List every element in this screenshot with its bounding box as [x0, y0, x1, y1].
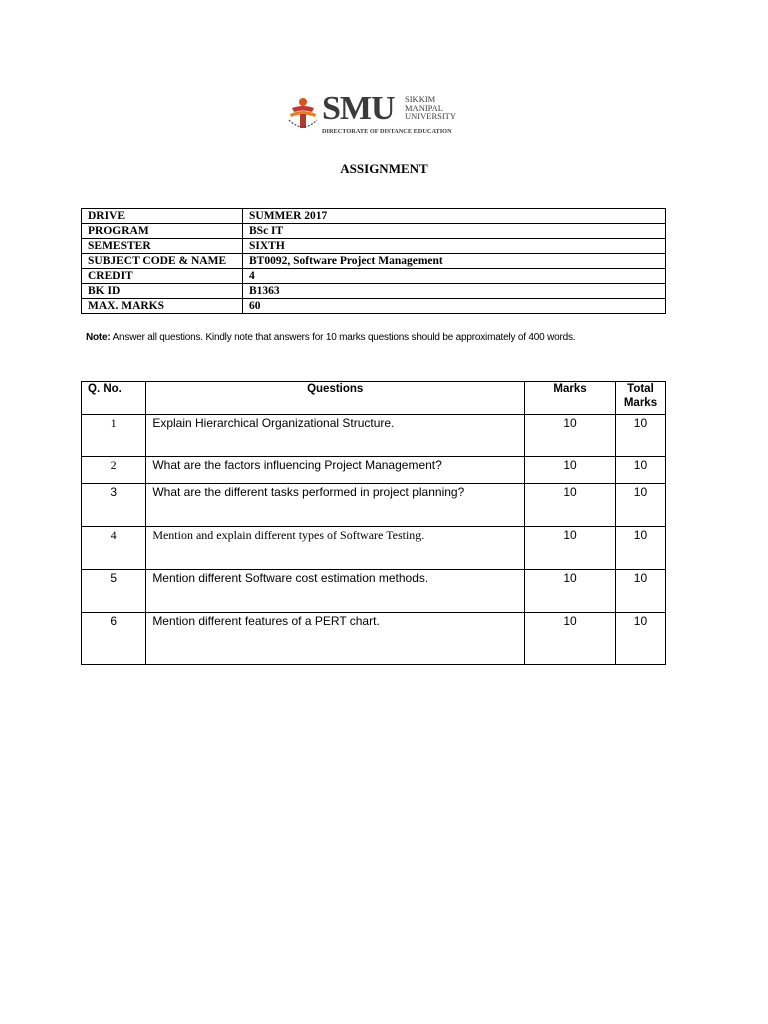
question-marks: 10 — [525, 415, 616, 457]
info-key: BK ID — [82, 284, 243, 299]
info-row — [82, 239, 666, 254]
info-row — [82, 209, 666, 224]
info-key: PROGRAM — [82, 224, 243, 239]
header-total-marks: Total Marks — [615, 382, 665, 415]
university-logo — [286, 92, 466, 140]
logo-main-text: SMU — [322, 90, 395, 127]
info-value: 4 — [243, 269, 666, 284]
question-text: Mention different Software cost estimation methods. — [146, 570, 525, 613]
info-key: MAX. MARKS — [82, 299, 243, 314]
logo-side-text: SIKKIM MANIPAL UNIVERSITY — [405, 94, 456, 121]
emblem-icon — [286, 94, 320, 134]
question-number: 6 — [82, 613, 146, 665]
note-text: Answer all questions. Kindly note that answers for 10 marks questions should be approximately of 400 words. — [110, 332, 576, 343]
question-text: Mention and explain different types of Software Testing. — [146, 527, 525, 570]
question-total: 10 — [615, 613, 665, 665]
table-row — [82, 415, 666, 457]
question-text: Mention different features of a PERT chart. — [146, 613, 525, 665]
table-row — [82, 527, 666, 570]
table-row — [82, 457, 666, 484]
info-value: B1363 — [243, 284, 666, 299]
page-title: ASSIGNMENT — [340, 161, 428, 176]
note-label: Note: — [86, 332, 111, 343]
info-value: BSc IT — [243, 224, 666, 239]
note — [86, 329, 666, 346]
question-total: 10 — [615, 457, 665, 484]
question-marks: 10 — [525, 527, 616, 570]
info-key: SUBJECT CODE & NAME — [82, 254, 243, 269]
question-total: 10 — [615, 570, 665, 613]
table-row — [82, 613, 666, 665]
info-value: SIXTH — [243, 239, 666, 254]
question-total: 10 — [615, 484, 665, 527]
assignment-info-table — [81, 208, 666, 314]
question-number: 1 — [82, 415, 146, 457]
info-row — [82, 299, 666, 314]
info-row — [82, 284, 666, 299]
info-row — [82, 254, 666, 269]
question-marks: 10 — [525, 484, 616, 527]
question-number: 4 — [82, 527, 146, 570]
question-text: What are the factors influencing Project Management? — [146, 457, 525, 484]
question-number: 2 — [82, 457, 146, 484]
info-value: BT0092, Software Project Management — [243, 254, 666, 269]
info-row — [82, 224, 666, 239]
logo-subtitle: DIRECTORATE OF DISTANCE EDUCATION — [322, 128, 452, 135]
info-value: SUMMER 2017 — [243, 209, 666, 224]
question-total: 10 — [615, 527, 665, 570]
table-row — [82, 484, 666, 527]
question-total: 10 — [615, 415, 665, 457]
table-row — [82, 570, 666, 613]
question-marks: 10 — [525, 457, 616, 484]
questions-table — [81, 381, 666, 665]
question-text: What are the different tasks performed in project planning? — [146, 484, 525, 527]
info-key: CREDIT — [82, 269, 243, 284]
question-marks: 10 — [525, 613, 616, 665]
header-questions: Questions — [146, 382, 525, 415]
table-header-row — [82, 382, 666, 415]
question-marks: 10 — [525, 570, 616, 613]
info-key: SEMESTER — [82, 239, 243, 254]
question-text: Explain Hierarchical Organizational Structure. — [146, 415, 525, 457]
question-number: 3 — [82, 484, 146, 527]
info-value: 60 — [243, 299, 666, 314]
header-qno: Q. No. — [82, 382, 146, 415]
question-number: 5 — [82, 570, 146, 613]
info-row — [82, 269, 666, 284]
header-marks: Marks — [525, 382, 616, 415]
info-key: DRIVE — [82, 209, 243, 224]
